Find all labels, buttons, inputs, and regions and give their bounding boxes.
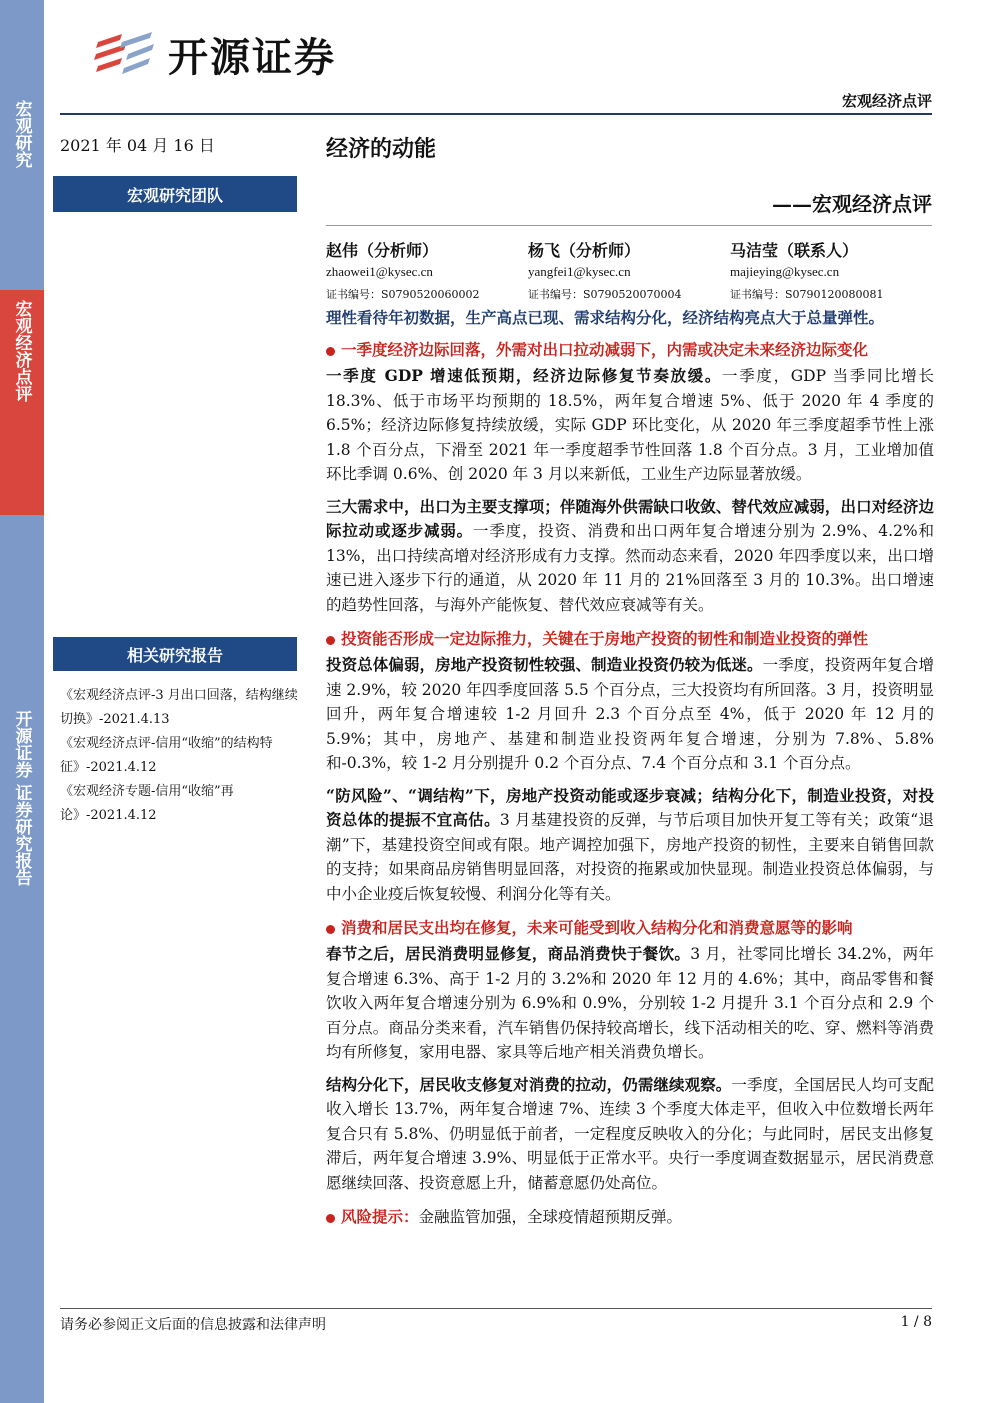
risk-text: 金融监管加强，全球疫情超预期反弹。 bbox=[418, 1208, 683, 1226]
body-paragraph bbox=[326, 364, 934, 487]
paragraph-lead: 投资总体偏弱，房地产投资韧性较强、制造业投资仍较为低迷。 bbox=[326, 655, 763, 674]
paragraph-lead: 结构分化下，居民收支修复对消费的拉动，仍需继续观察。 bbox=[326, 1074, 732, 1094]
section-heading bbox=[326, 338, 934, 360]
paragraph-lead: 一季度 GDP 增速低预期，经济边际修复节奏放缓。 bbox=[326, 366, 723, 385]
paragraph-lead: 三大需求中，出口为主要支撑项；伴随海外供需缺口收敛、替代效应减弱，出口对经济边际拉动或逐步减弱。 bbox=[326, 496, 934, 540]
author-card bbox=[528, 238, 730, 302]
related-report-item[interactable]: 《宏观经济点评-信用“收缩”的结构特征》-2021.4.12 bbox=[60, 736, 273, 775]
section-heading bbox=[326, 916, 934, 938]
team-banner: 宏观研究团队 bbox=[53, 176, 297, 212]
author-email[interactable]: yangfei1@kysec.cn bbox=[528, 264, 631, 279]
body-paragraph bbox=[326, 784, 934, 907]
author-email[interactable]: zhaowei1@kysec.cn bbox=[326, 264, 433, 279]
report-date: 2021 年 04 月 16 日 bbox=[60, 136, 215, 155]
sidebar-label-middle: 宏观经济点评 bbox=[0, 290, 44, 515]
risk-warning bbox=[326, 1205, 934, 1227]
header-divider bbox=[60, 113, 932, 115]
risk-label: 风险提示： bbox=[341, 1207, 419, 1226]
subtitle-divider bbox=[326, 225, 932, 226]
author-card bbox=[730, 238, 932, 302]
brand-name: 开源证券 bbox=[168, 35, 336, 81]
paragraph-text: 一季度，全国居民人均可支配收入增长 13.7%，两年复合增速 7%、连续 3 个季度大体走平，但收入中位数增长两年复合只有 5.8%、仍明显低于前者，一定程度反映收入的分化；与此同时，居民支出修复滞后，两年复合增速 3.9%、明显低于正常水平。央行一季度调查数据显示，居民消费意愿继续回落、投资意愿上升，储蓄意愿仍处高位。 bbox=[326, 1075, 934, 1192]
brand-logo bbox=[92, 26, 336, 83]
author-card bbox=[326, 238, 528, 302]
paragraph-text: 一季度，GDP 当季同比增长 18.3%、低于市场平均预期的 18.5%，两年复合增速 5%、低于 2020 年 4 季度的 6.5%；经济边际修复持续放缓，实际 GDP 环比变化，从 2020 年三季度超季节性上涨 1.8 个百分点，下滑至 2021 年一季度超季节性回落 1.8 个百分点。3 月，工业增加值环比季调 0.6%、创 2020 年 3 月以来新低，工业生产边际显著放缓。 bbox=[326, 367, 934, 483]
footer-divider bbox=[60, 1308, 932, 1309]
paragraph-lead: “防风险”、“调结构”下，房地产投资动能或逐步衰减；结构分化下，制造业投资，对投资总体的提振不宜高估。 bbox=[326, 785, 934, 829]
bullet-icon bbox=[326, 636, 335, 645]
report-body bbox=[326, 306, 934, 1227]
author-cert: 证书编号：S0790520060002 bbox=[326, 288, 480, 301]
related-reports-list bbox=[60, 684, 304, 828]
section-heading-text: 一季度经济边际回落，外需对出口拉动减弱下，内需或决定未来经济边际变化 bbox=[341, 340, 869, 359]
section-heading-text: 投资能否形成一定边际推力，关键在于房地产投资的韧性和制造业投资的弹性 bbox=[341, 629, 869, 648]
paragraph-text: 一季度，投资两年复合增速 2.9%，较 2020 年四季度回落 5.5 个百分点，三大投资均有所回落。3 月，投资明显回升，两年复合增速较 1-2 月回升 2.3 个百分点至 4%，低于 2020 年 12 月的 5.9%；其中，房地产、基建和制造业投资两年复合增速，分别为 7.8%、5.8%和-0.3%，较 1-2 月分别提升 0.2 个百分点、7.4 个百分点和 3.1 个百分点。 bbox=[326, 656, 934, 772]
page-number: 1 / 8 bbox=[900, 1314, 932, 1330]
section-heading bbox=[326, 627, 934, 649]
brand-logo-icon bbox=[92, 28, 160, 82]
paragraph-text: 一季度，投资、消费和出口两年复合增速分别为 2.9%、4.2%和 13%，出口持续高增对经济形成有力支撑。然而动态来看，2020 年四季度以来，出口增速已进入逐步下行的通道，从 2020 年 11 月的 21%回落至 3 月的 10.3%。出口增速的趋势性回落，与海外产能恢复、替代效应衰减等有关。 bbox=[326, 522, 934, 614]
report-subtitle: ——宏观经济点评 bbox=[772, 192, 932, 216]
header-tag: 宏观经济点评 bbox=[841, 92, 932, 110]
sidebar-label-top: 宏观研究 bbox=[11, 100, 32, 168]
author-cert: 证书编号：S0790520070004 bbox=[528, 288, 682, 301]
body-paragraph bbox=[326, 942, 934, 1065]
body-paragraph bbox=[326, 495, 934, 618]
author-email[interactable]: majieying@kysec.cn bbox=[730, 264, 840, 279]
report-summary: 理性看待年初数据，生产高点已现、需求结构分化，经济结构亮点大于总量弹性。 bbox=[326, 308, 885, 327]
related-report-item[interactable]: 《宏观经济点评-3 月出口回落，结构继续切换》-2021.4.13 bbox=[60, 688, 298, 727]
related-report-item[interactable]: 《宏观经济专题-信用“收缩”再论》-2021.4.12 bbox=[60, 784, 234, 823]
sidebar-label-bottom: 开源证券 证券研究报告 bbox=[11, 710, 32, 886]
author-cert: 证书编号：S0790120080081 bbox=[730, 288, 884, 301]
author-name: 马洁莹（联系人） bbox=[730, 241, 859, 260]
paragraph-text: 3 月基建投资的反弹，与节后项目加快开复工等有关；政策“退潮”下，基建投资空间或有限。地产调控加强下，房地产投资的韧性，主要来自销售回款的支持；如果商品房销售明显回落，对投资的拖累或加快显现。制造业投资总体偏弱，与中小企业疫后恢复较慢、利润分化等有关。 bbox=[326, 811, 934, 903]
section-heading-text: 消费和居民支出均在修复，未来可能受到收入结构分化和消费意愿等的影响 bbox=[341, 918, 853, 937]
bullet-icon bbox=[326, 347, 335, 356]
body-paragraph bbox=[326, 653, 934, 776]
author-name: 赵伟（分析师） bbox=[326, 241, 439, 260]
body-paragraph bbox=[326, 1073, 934, 1196]
bullet-icon bbox=[326, 925, 335, 934]
footer-disclaimer: 请务必参阅正文后面的信息披露和法律声明 bbox=[60, 1317, 326, 1333]
report-title: 经济的动能 bbox=[326, 136, 437, 162]
author-name: 杨飞（分析师） bbox=[528, 241, 641, 260]
bullet-icon bbox=[326, 1214, 335, 1223]
paragraph-text: 3 月，社零同比增长 34.2%，两年复合增速 6.3%、高于 1-2 月的 3.2%和 2020 年 12 月的 4.6%；其中，商品零售和餐饮收入两年复合增速分别为 6.9%和 0.9%，分别较 1-2 月提升 3.1 个百分点和 2.9 个百分点。商品分类来看，汽车销售仍保持较高增长，线下活动相关的吃、穿、燃料等消费均有所修复，家用电器、家具等后地产相关消费负增长。 bbox=[326, 945, 934, 1061]
left-sidebar bbox=[0, 0, 44, 1403]
paragraph-lead: 春节之后，居民消费明显修复，商品消费快于餐饮。 bbox=[326, 944, 691, 963]
author-list bbox=[326, 238, 932, 302]
related-reports-banner: 相关研究报告 bbox=[53, 637, 297, 671]
